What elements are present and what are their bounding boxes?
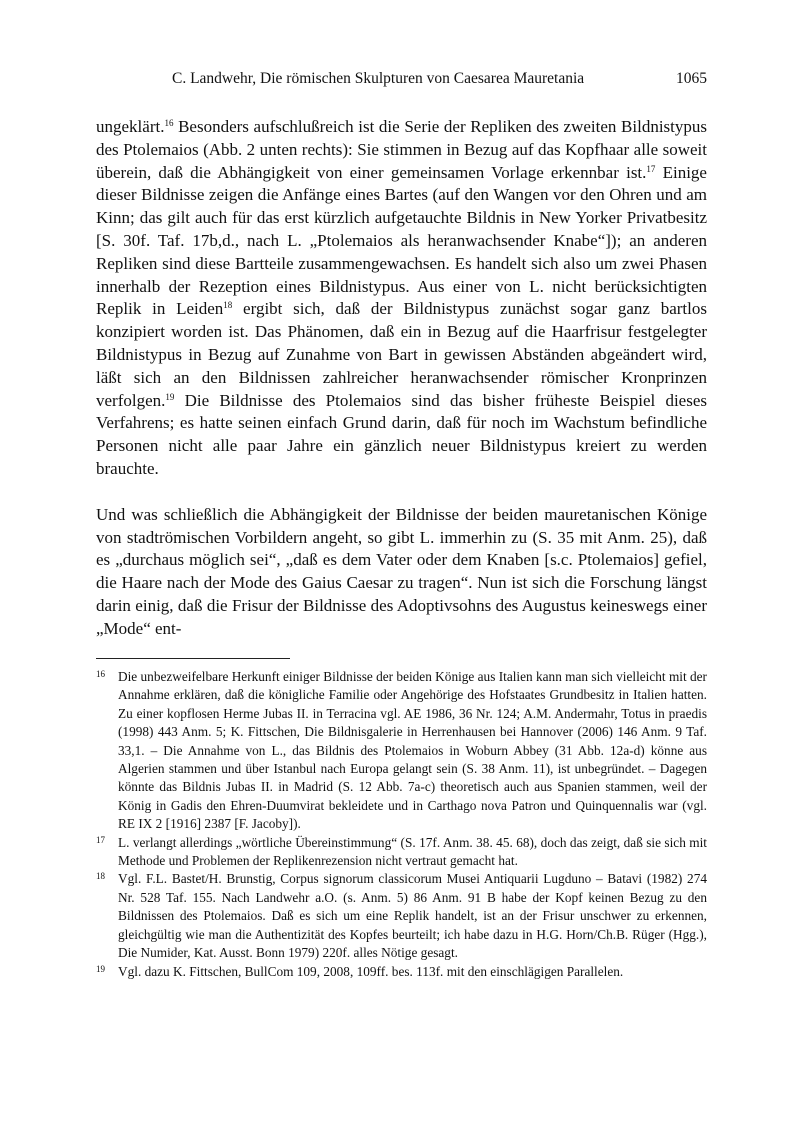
footnote-divider [96, 658, 290, 659]
footnotes [96, 668, 707, 981]
footnote-ref-19[interactable]: 19 [165, 391, 175, 402]
footnote-ref-18[interactable]: 18 [223, 300, 233, 311]
footnote-17 [96, 834, 707, 871]
footnote-text: Vgl. dazu K. Fittschen, BullCom 109, 2008, 109ff. bes. 113f. mit den einschlägigen Parallelen. [118, 963, 624, 979]
footnote-number: 19 [96, 963, 105, 974]
paragraph-1-text-d: ergibt sich, daß der Bildnistypus zunächst sogar ganz bartlos konzipiert worden ist. Das Phänomen, daß ein in Bezug auf die Haarfrisur festgelegter Bildnistypus in Bezug auf Zunahme von Bart in gewissen Abständen abgeändert wird, läßt sich an den Bildnissen zahlreicher heranwachsender römischer Kronprinzen verfolgen. [96, 299, 707, 410]
footnote-number: 16 [96, 669, 105, 679]
paragraph-2: Und was schließlich die Abhängigkeit der Bildnisse der beiden mauretanischen Könige von stadtrömischen Vorbildern angeht, so gibt L. immerhin zu (S. 35 mit Anm. 25), daß es „durchaus möglich sei“, „daß es dem Vater oder dem Knaben [s.c. Ptolemaios] gefiel, die Haare nach der Mode des Gaius Caesar zu tragen“. Nun ist sich die Forschung längst darin einig, daß die Frisur der Bildnisse des Adoptivsohns des Augustus keineswegs einer „Mode“ ent- [96, 504, 707, 638]
footnote-16 [96, 668, 707, 834]
paragraph-1 [96, 116, 707, 481]
footnote-number: 17 [96, 834, 105, 845]
paragraph-1-text-e: Die Bildnisse des Ptolemaios sind das bisher früheste Beispiel dieses Verfahrens; es hatte seinen einfach Grund darin, daß für noch im Wachstum befindliche Personen nicht alle paar Jahre ein gänzlich neuer Bildnistypus kreiert zu werden brauchte. [96, 390, 707, 478]
running-title: C. Landwehr, Die römischen Skulpturen von Caesarea Mauretania [172, 70, 585, 87]
footnote-number: 18 [96, 871, 105, 882]
footnote-text: Die unbezweifelbare Herkunft einiger Bildnisse der beiden Könige aus Italien kann man sich vielleicht mit der Annahme erklären, daß die königliche Familie oder Angehörige des Hofstaates Grundbesitz in Italien hatten. Zu einer kopflosen Herme Jubas II. in Terracina vgl. AE 1986, 36 Nr. 124; A.M. Andermahr, Totus in praedis (1998) 443 Anm. 5; K. Fittschen, Die Bildnisgalerie in Herrenhausen bei Hannover (2006) 146 Anm. 9 Taf. 33,1. – Die Annahme von L., das Bildnis des Ptolemaios in Woburn Abbey (31 Abb. 12a-d) könne aus Algerien stammen und über Istanbul nach Europa gelangt sein (S. 38 Anm. 11), ist unbegründet. – Dagegen könnte das Bildnis Jubas II. in Madrid (S. 12 Abb. 7a-c) theoretisch auch aus Spanien stammen, weil der König in Gadis den Ehren-Duumvirat bekleidete und in Carthago nova Patron und Quinquennalis war (vgl. RE IX 2 [1916] 2387 [F. Jacoby]). [118, 669, 707, 832]
footnote-text: L. verlangt allerdings „wörtliche Übereinstimmung“ (S. 17f. Anm. 38. 45. 68), doch das zeigt, daß sie sich mit Methode und Problemen der Replikenrezension nicht vertraut gemacht hat. [118, 834, 707, 869]
footnote-text: Vgl. F.L. Bastet/H. Brunstig, Corpus signorum classicorum Musei Antiquarii Lugduno – Batavi (1982) 274 Nr. 528 Taf. 155. Nach Landwehr a.O. (s. Anm. 5) 86 Anm. 91 B habe der Kopf keinen Bezug zu den Bildnissen des Ptolemaios. Daß es sich um eine Replik handelt, ist an der Frisur unschwer zu erkennen, gleichgültig wie man die Authentizität des Kopfes beurteilt; ich habe dazu in H.G. Horn/Ch.B. Rüger (Hgg.), Die Numider, Kat. Ausst. Bonn 1979) 220f. alles Nötige gesagt. [118, 871, 707, 961]
paragraph-1-text-b: Besonders aufschlußreich ist die Serie der Repliken des zweiten Bildnistypus des Ptolemaios (Abb. 2 unten rechts): Sie stimmen in Bezug auf das Kopfhaar alle soweit überein, daß die Abhängigkeit von einer gemeinsamen Vorlage erkennbar ist. [96, 117, 707, 182]
running-header [96, 70, 707, 94]
paragraph-1-text-c: Einige dieser Bildnisse zeigen die Anfänge eines Bartes (auf den Wangen vor den Ohren und am Kinn; das gilt auch für das erst kürzlich aufgetauchte Bildnis in New Yorker Privatbesitz [S. 30f. Taf. 17b,d., nach L. „Ptolemaios als heranwachsender Knabe“]); an anderen Repliken sind diese Bartteile zusammengewachsen. Es handelt sich also um zwei Phasen innerhalb der Rezeption eines Bildnistypus. Aus einer von L. nicht berücksichtigten Replik in Leiden [96, 162, 707, 319]
page-number: 1065 [676, 70, 707, 87]
footnote-ref-17[interactable]: 17 [646, 163, 656, 174]
paragraph-1-text-a: ungeklärt. [96, 117, 165, 136]
footnote-19 [96, 963, 707, 981]
footnote-ref-16[interactable]: 16 [164, 118, 174, 128]
main-text [96, 116, 707, 641]
footnote-18 [96, 870, 707, 962]
